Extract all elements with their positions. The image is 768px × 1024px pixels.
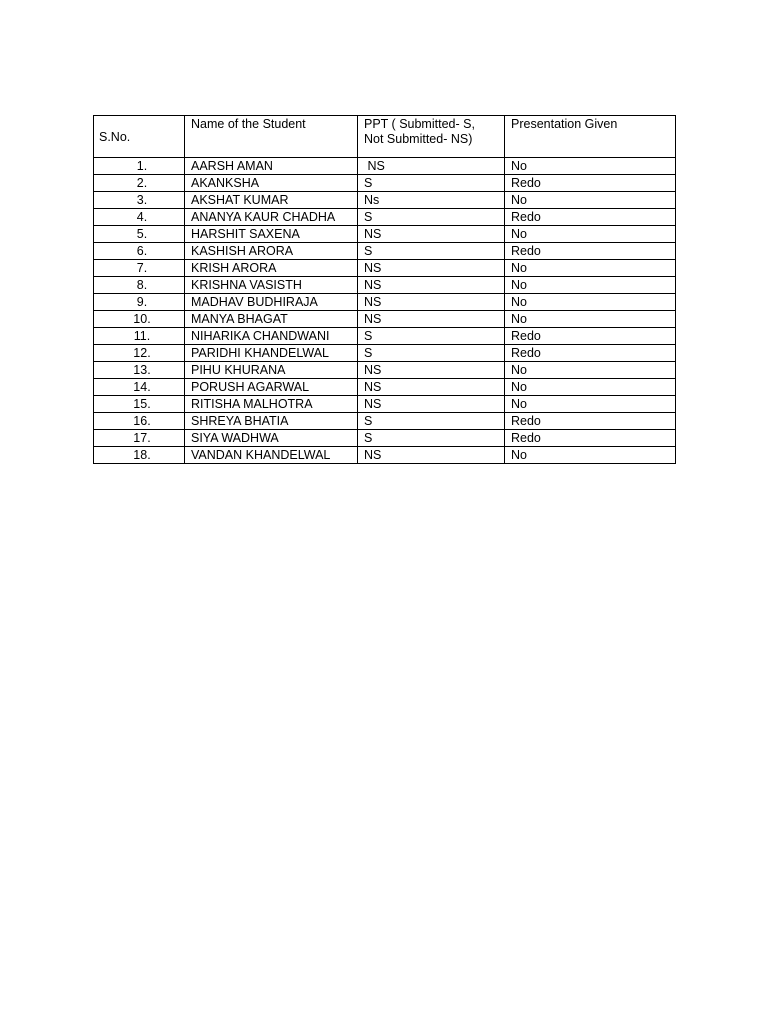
cell-sno: 5.: [94, 226, 185, 243]
cell-presentation-given: No: [505, 311, 676, 328]
cell-student-name: RITISHA MALHOTRA: [185, 396, 358, 413]
cell-presentation-given: Redo: [505, 243, 676, 260]
cell-ppt-status: S: [358, 243, 505, 260]
cell-sno: 8.: [94, 277, 185, 294]
cell-presentation-given: Redo: [505, 345, 676, 362]
cell-ppt-status: S: [358, 209, 505, 226]
cell-presentation-given: No: [505, 226, 676, 243]
table-row: [94, 226, 676, 243]
cell-presentation-given: No: [505, 362, 676, 379]
cell-ppt-status: NS: [358, 294, 505, 311]
table-row: [94, 243, 676, 260]
table-body: [94, 158, 676, 464]
table-row: [94, 294, 676, 311]
cell-student-name: PIHU KHURANA: [185, 362, 358, 379]
cell-presentation-given: No: [505, 396, 676, 413]
table-row: [94, 345, 676, 362]
cell-ppt-status: NS: [358, 311, 505, 328]
cell-presentation-given: Redo: [505, 209, 676, 226]
cell-sno: 14.: [94, 379, 185, 396]
table-row: [94, 379, 676, 396]
cell-student-name: KASHISH ARORA: [185, 243, 358, 260]
cell-ppt-status: NS: [358, 277, 505, 294]
cell-student-name: MADHAV BUDHIRAJA: [185, 294, 358, 311]
cell-student-name: VANDAN KHANDELWAL: [185, 447, 358, 464]
cell-presentation-given: No: [505, 277, 676, 294]
cell-presentation-given: No: [505, 192, 676, 209]
cell-student-name: ANANYA KAUR CHADHA: [185, 209, 358, 226]
cell-presentation-given: Redo: [505, 430, 676, 447]
cell-ppt-status: S: [358, 328, 505, 345]
cell-presentation-given: Redo: [505, 328, 676, 345]
cell-sno: 2.: [94, 175, 185, 192]
cell-sno: 7.: [94, 260, 185, 277]
cell-ppt-status: Ns: [358, 192, 505, 209]
table-row: [94, 413, 676, 430]
header-ppt-line-2: Not Submitted- NS): [364, 132, 473, 146]
cell-ppt-status: S: [358, 345, 505, 362]
cell-presentation-given: No: [505, 294, 676, 311]
cell-sno: 3.: [94, 192, 185, 209]
cell-presentation-given: No: [505, 379, 676, 396]
cell-presentation-given: No: [505, 447, 676, 464]
student-presentation-table: [93, 115, 676, 464]
cell-ppt-status: NS: [358, 260, 505, 277]
table-row: [94, 447, 676, 464]
cell-student-name: AARSH AMAN: [185, 158, 358, 175]
cell-student-name: PORUSH AGARWAL: [185, 379, 358, 396]
cell-presentation-given: No: [505, 260, 676, 277]
cell-sno: 1.: [94, 158, 185, 175]
table-row: [94, 311, 676, 328]
cell-presentation-given: Redo: [505, 175, 676, 192]
cell-ppt-status: NS: [358, 379, 505, 396]
cell-presentation-given: Redo: [505, 413, 676, 430]
cell-ppt-status: NS: [358, 362, 505, 379]
cell-student-name: NIHARIKA CHANDWANI: [185, 328, 358, 345]
table-row: [94, 175, 676, 192]
header-ppt-line-1: PPT ( Submitted- S,: [364, 117, 475, 131]
cell-student-name: PARIDHI KHANDELWAL: [185, 345, 358, 362]
table-row: [94, 396, 676, 413]
table-row: [94, 328, 676, 345]
table-row: [94, 158, 676, 175]
cell-student-name: SHREYA BHATIA: [185, 413, 358, 430]
cell-student-name: MANYA BHAGAT: [185, 311, 358, 328]
cell-ppt-status: S: [358, 413, 505, 430]
cell-sno: 13.: [94, 362, 185, 379]
cell-ppt-status: NS: [358, 447, 505, 464]
cell-sno: 4.: [94, 209, 185, 226]
table-row: [94, 192, 676, 209]
cell-sno: 16.: [94, 413, 185, 430]
cell-sno: 12.: [94, 345, 185, 362]
cell-student-name: AKANKSHA: [185, 175, 358, 192]
cell-ppt-status: S: [358, 175, 505, 192]
cell-student-name: KRISH ARORA: [185, 260, 358, 277]
cell-sno: 15.: [94, 396, 185, 413]
cell-sno: 9.: [94, 294, 185, 311]
cell-student-name: AKSHAT KUMAR: [185, 192, 358, 209]
cell-ppt-status: NS: [358, 396, 505, 413]
cell-student-name: KRISHNA VASISTH: [185, 277, 358, 294]
cell-ppt-status: NS: [358, 158, 505, 175]
table-header-row: [94, 116, 676, 158]
table-row: [94, 277, 676, 294]
cell-ppt-status: NS: [358, 226, 505, 243]
cell-presentation-given: No: [505, 158, 676, 175]
cell-student-name: SIYA WADHWA: [185, 430, 358, 447]
cell-sno: 6.: [94, 243, 185, 260]
cell-student-name: HARSHIT SAXENA: [185, 226, 358, 243]
cell-sno: 18.: [94, 447, 185, 464]
table-row: [94, 209, 676, 226]
table-row: [94, 430, 676, 447]
cell-sno: 10.: [94, 311, 185, 328]
table-row: [94, 362, 676, 379]
header-ppt: [358, 116, 505, 158]
header-sno: S.No.: [94, 116, 185, 158]
cell-sno: 17.: [94, 430, 185, 447]
header-presentation-given: Presentation Given: [505, 116, 676, 158]
cell-ppt-status: S: [358, 430, 505, 447]
cell-sno: 11.: [94, 328, 185, 345]
table-row: [94, 260, 676, 277]
header-student-name: Name of the Student: [185, 116, 358, 158]
